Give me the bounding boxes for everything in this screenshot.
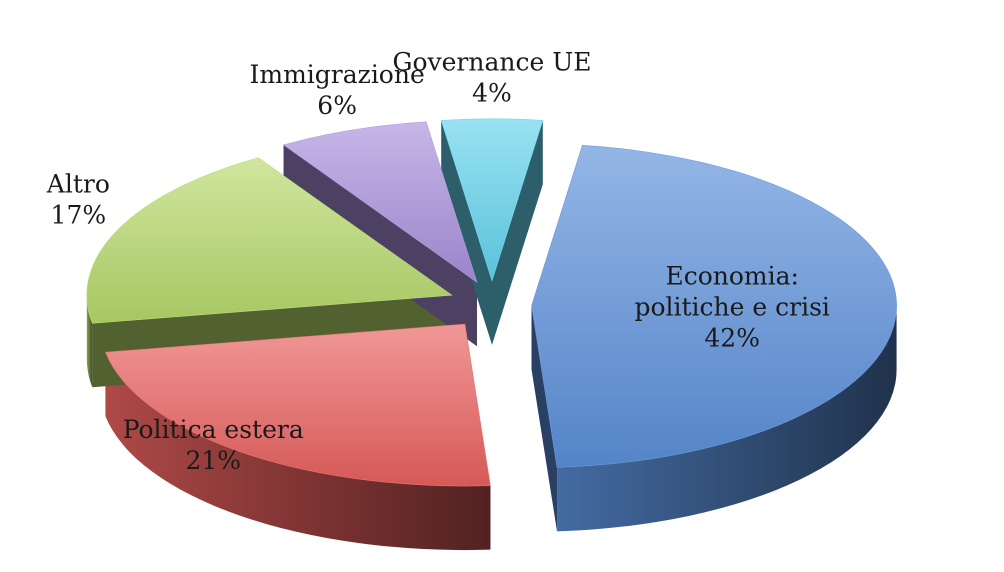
slice-name-label: Governance UE	[392, 47, 592, 77]
slice-name-label: Altro	[46, 169, 110, 199]
slice-percent-label: 42%	[704, 323, 760, 353]
slice-percent-label: 4%	[472, 78, 512, 108]
slice-percent-label: 6%	[317, 90, 357, 120]
slice-name-label: Politica estera	[122, 415, 304, 445]
slice-name-label: Economia:	[665, 261, 799, 291]
label-altro	[46, 169, 110, 229]
slice-percent-label: 17%	[50, 200, 107, 230]
slice-percent-label: 21%	[185, 446, 242, 476]
slice-name-label: Immigrazione	[249, 59, 425, 89]
slice-name-label: politiche e crisi	[634, 292, 830, 322]
